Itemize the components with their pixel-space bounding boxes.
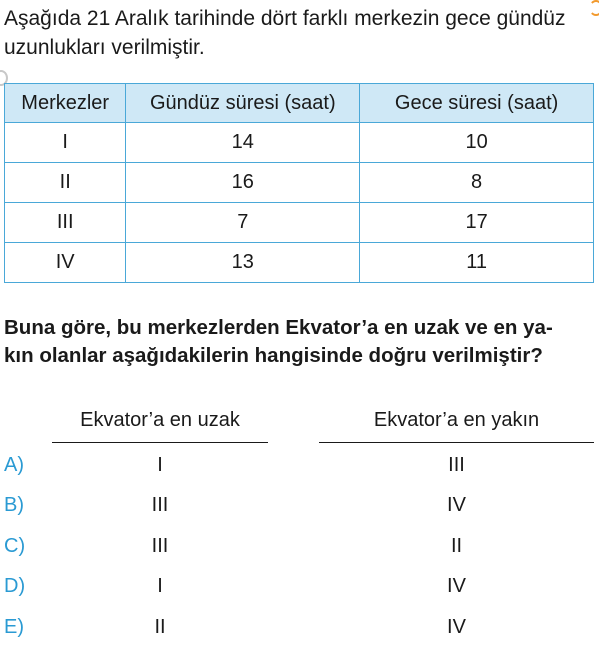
cell-gunduz: 7 <box>126 203 360 243</box>
option-yakin-value: IV <box>447 616 466 638</box>
table-row <box>5 123 594 163</box>
header-gunduz: Gündüz süresi (saat) <box>126 84 360 123</box>
option-letter: B) <box>4 494 24 516</box>
cell-gece: 17 <box>360 203 594 243</box>
cell-gunduz: 14 <box>126 123 360 163</box>
cell-gece: 11 <box>360 243 594 283</box>
table-header-row <box>5 84 594 123</box>
cell-merkez: II <box>5 163 126 203</box>
table-row <box>5 243 594 283</box>
answer-option-c[interactable] <box>0 531 599 563</box>
option-letter: C) <box>4 535 26 557</box>
header-underline-right <box>319 442 594 443</box>
intro-line-2: uzunlukları verilmiştir. <box>4 36 205 59</box>
answer-option-e[interactable] <box>0 612 599 644</box>
header-gece: Gece süresi (saat) <box>360 84 594 123</box>
answer-option-a[interactable] <box>0 450 599 482</box>
question-line-2: kın olanlar aşağıdakilerin hangisinde doğru verilmiştir? <box>4 344 543 367</box>
question-line-1: Buna göre, bu merkezlerden Ekvator’a en uzak ve en ya- <box>4 316 553 339</box>
intro-line-1: Aşağıda 21 Aralık tarihinde dört farklı merkezin gece gündüz <box>4 7 566 30</box>
option-yakin-value: IV <box>447 494 466 516</box>
intro-text <box>4 4 599 62</box>
option-uzak-value: III <box>151 494 169 516</box>
cell-gunduz: 13 <box>126 243 360 283</box>
option-letter: E) <box>4 616 24 638</box>
option-letter: D) <box>4 575 26 597</box>
cell-gunduz: 16 <box>126 163 360 203</box>
table-row <box>5 163 594 203</box>
option-yakin-value: III <box>448 454 465 476</box>
cell-merkez: I <box>5 123 126 163</box>
options-header-yakin: Ekvator’a en yakın <box>373 409 540 431</box>
question-text <box>4 314 598 370</box>
answer-option-b[interactable] <box>0 490 599 522</box>
option-uzak-value: I <box>157 575 163 597</box>
cell-merkez: III <box>5 203 126 243</box>
option-yakin-value: IV <box>447 575 466 597</box>
table-row <box>5 203 594 243</box>
options-header-uzak: Ekvator’a en uzak <box>80 409 240 431</box>
option-uzak-value: I <box>157 454 163 476</box>
header-merkezler: Merkezler <box>5 84 126 123</box>
day-night-table <box>4 83 594 283</box>
header-underline-left <box>52 442 268 443</box>
option-letter: A) <box>4 454 24 476</box>
cell-gece: 10 <box>360 123 594 163</box>
option-uzak-value: II <box>154 616 166 638</box>
cell-merkez: IV <box>5 243 126 283</box>
answer-option-d[interactable] <box>0 571 599 603</box>
option-yakin-value: II <box>450 535 463 557</box>
option-uzak-value: III <box>151 535 169 557</box>
cell-gece: 8 <box>360 163 594 203</box>
